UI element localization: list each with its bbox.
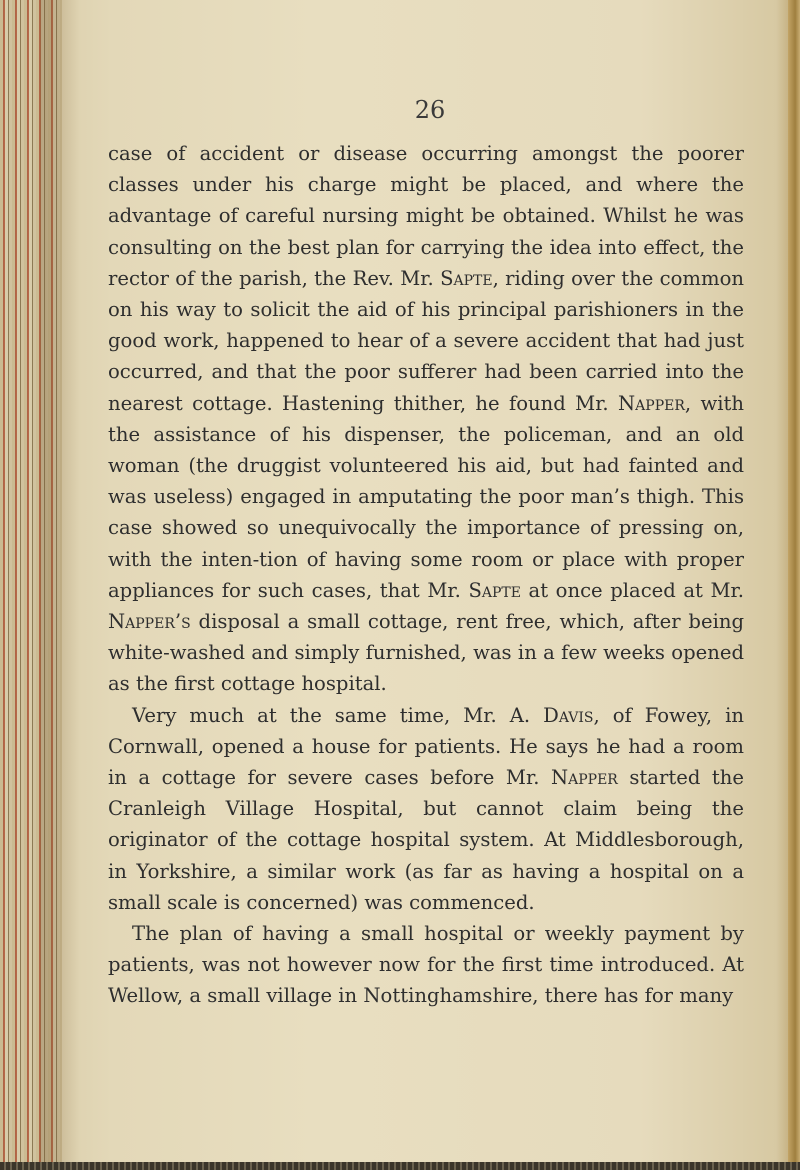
small-caps-name: Davis — [543, 703, 594, 727]
body-text — [108, 138, 744, 1012]
small-caps-name: Napper — [618, 391, 685, 415]
text-run: , with the assistance of his dispenser, the policeman, and an old woman (the druggist volunteered his aid, but had fainted and was useless) engaged in amputating the poor man’s thigh. This case showed so unequivocally the importance of pressing on, with the inten-tion of having some room or place with proper appliances for such cases, that Mr. — [108, 391, 744, 602]
text-run: case of accident or disease occurring amongst the poorer classes under his charge might be placed, and where the advantage of careful nursing might be obtained. Whilst he was consulting on the best plan for carrying the idea into effect, the rector of the parish, the Rev. Mr. — [108, 142, 744, 290]
paragraph-1 — [108, 138, 744, 700]
page-bottom-edge — [0, 1162, 800, 1170]
page-number: 26 — [414, 96, 446, 124]
text-run: , riding over the common on his way to solicit the aid of his principal parishioners in the good work, happened to hear of a severe accident that had just occurred, and that the poor sufferer had been carried into the nearest cottage. Hastening thither, he found Mr. — [108, 266, 744, 415]
text-run: Very much at the same time, Mr. A. — [132, 703, 544, 727]
text-run: disposal a small cottage, rent free, which, after being white-washed and simply furnished, was in a few weeks opened as the first cottage hospital. — [108, 610, 744, 696]
binding-shadow — [40, 0, 80, 1170]
text-run: started the Cranleigh Village Hospital, but cannot claim being the originator of the cottage hospital system. At Middlesborough, in Yorkshire, a similar work (as far as having a hospital on a small scale is concerned) was commenced. — [108, 766, 744, 914]
small-caps-name: Napper — [550, 766, 618, 790]
text-run: The plan of having a small hospital or weekly payment by patients, was not however now for the first time introduced. At Wellow, a small village in Nottinghamshire, there has for many — [108, 922, 744, 1008]
page-right-edge — [788, 0, 800, 1170]
text-run: at once placed at Mr. — [520, 578, 744, 602]
small-caps-name: Sapte — [468, 578, 521, 602]
text-run: , of Fowey, in Cornwall, opened a house for patients. He says he had a room in a cottage for severe cases before Mr. — [108, 703, 744, 790]
small-caps-name: Sapte — [440, 266, 493, 290]
paragraph-3 — [108, 918, 744, 1012]
paragraph-2 — [108, 700, 744, 918]
small-caps-name: Napper’s — [108, 610, 191, 634]
